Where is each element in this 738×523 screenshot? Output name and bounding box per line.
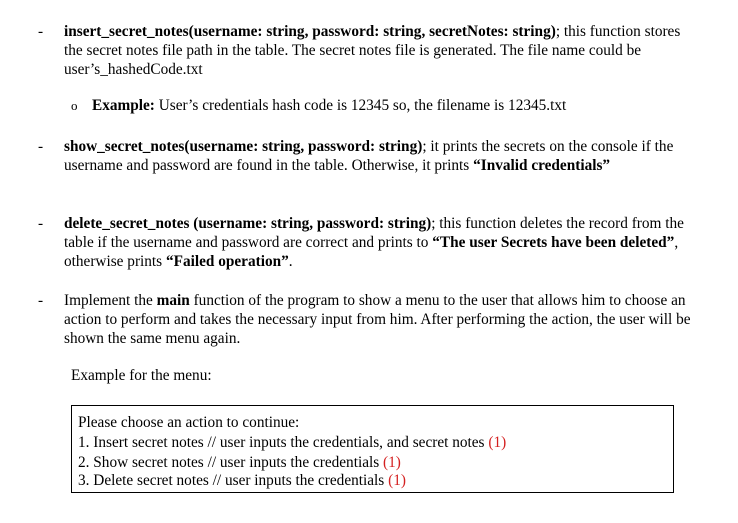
prefix-text: Implement the — [64, 292, 157, 309]
menu-option-text: 1. Insert secret notes // user inputs the credentials, and secret notes — [78, 434, 489, 451]
menu-prompt: Please choose an action to continue: — [78, 414, 300, 431]
item-text — [64, 291, 694, 349]
item-text — [64, 137, 694, 175]
grading-mark: (1) — [388, 472, 406, 489]
list-dash: - — [38, 292, 44, 309]
function-description: ; it prints the secrets on the console if the username and password are found in the table. Otherwise, it prints — [64, 138, 674, 175]
function-signature: insert_secret_notes(username: string, password: string, secretNotes: string) — [64, 23, 556, 40]
menu-example-box — [71, 405, 674, 493]
item-text — [64, 22, 694, 80]
main-description: function of the program to show a menu to the user that allows him to choose an action to perform and takes the necessary input from him. After performing the action, the user will be shown the same menu again. — [64, 292, 691, 348]
example-label: Example: — [92, 97, 155, 114]
function-description: ; this function stores the secret notes file path in the table. The secret notes file is generated. The file name could be user’s_hashedCode.txt — [64, 23, 681, 79]
invalid-credentials-message: “Invalid credentials” — [473, 157, 611, 175]
function-signature: delete_secret_notes (username: string, password: string) — [64, 215, 432, 232]
list-dash: - — [38, 23, 44, 40]
item-text — [64, 214, 694, 272]
menu-option-show — [78, 453, 401, 472]
main-keyword: main — [156, 292, 190, 309]
end-text: . — [288, 253, 293, 271]
menu-option-delete — [78, 471, 406, 490]
menu-option-insert — [78, 433, 506, 452]
grading-mark: (1) — [383, 454, 401, 471]
function-description: ; this function deletes the record from the table if the username and password are correct and prints to — [64, 215, 684, 252]
menu-option-text: 2. Show secret notes // user inputs the credentials — [78, 454, 384, 471]
menu-example-label: Example for the menu: — [71, 367, 212, 384]
sub-bullet: o — [71, 98, 78, 113]
deleted-message: “The user Secrets have been deleted” — [432, 234, 675, 252]
failed-message: “Failed operation” — [165, 253, 289, 271]
middle-text: , otherwise prints — [64, 234, 679, 271]
grading-mark: (1) — [488, 434, 507, 451]
menu-option-text: 3. Delete secret notes // user inputs the credentials — [78, 472, 389, 489]
function-signature: show_secret_notes(username: string, password: string) — [64, 138, 423, 155]
list-dash: - — [38, 138, 44, 155]
list-dash: - — [38, 215, 44, 232]
example-body: User’s credentials hash code is 12345 so, the filename is 12345.txt — [154, 97, 567, 114]
example-text — [92, 96, 566, 115]
